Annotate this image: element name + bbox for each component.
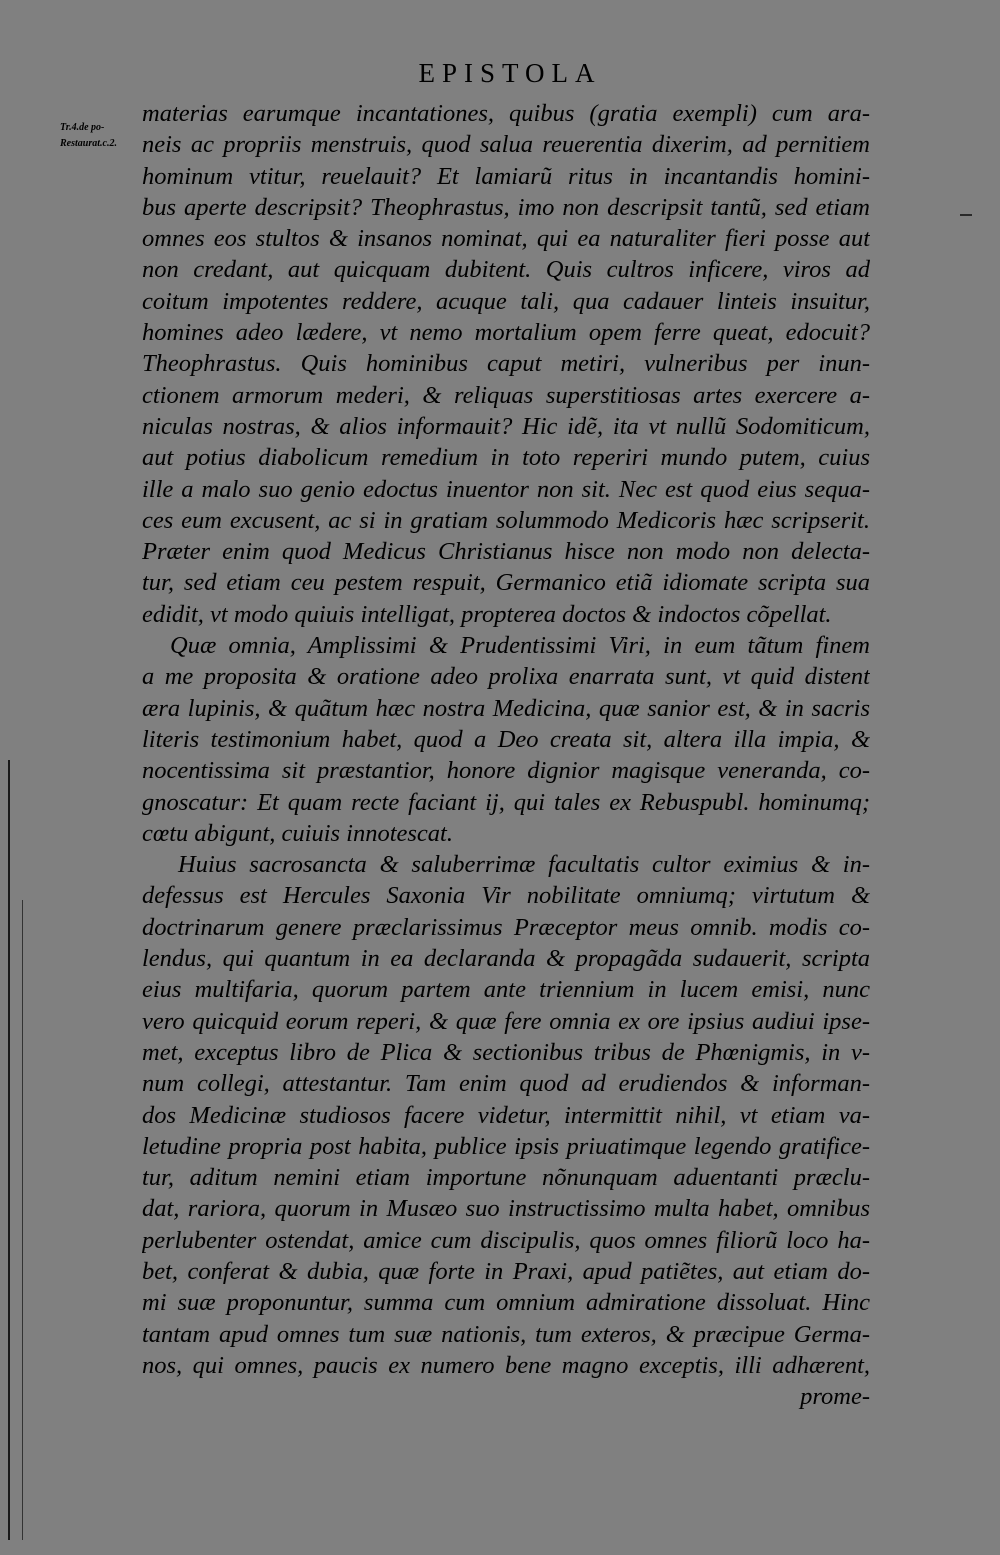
marginal-note-line: Restaurat.c.2. <box>60 138 117 149</box>
text-line: letudine propria post habita, publice ipsis priuatimque legendo gratifice- <box>142 1132 870 1160</box>
text-line: hominum vtitur, reuelauit? Et lamiarũ ritus in incantandis homini- <box>142 162 870 190</box>
text-line: tantam apud omnes tum suæ nationis, tum exteros, & præcipue Germa- <box>142 1320 870 1348</box>
text-line: gnoscatur: Et quam recte faciant ij, qui tales ex Rebuspubl. hominumq; <box>142 788 870 816</box>
text-line: defessus est Hercules Saxonia Vir nobilitate omniumq; virtutum & <box>142 882 870 910</box>
text-line: coitum impotentes reddere, acuque tali, qua cadauer linteis insuitur, <box>142 287 870 315</box>
text-line: num collegi, attestantur. Tam enim quod ad erudiendos & informan- <box>142 1070 870 1098</box>
text-line: Præter enim quod Medicus Christianus hisce non modo non delecta- <box>142 538 870 566</box>
text-line: bet, conferat & dubia, quæ forte in Praxi, apud patiẽtes, aut etiam do- <box>142 1257 870 1285</box>
text-line: nocentissima sit præstantior, honore dignior magisque veneranda, co- <box>142 757 870 785</box>
text-line: niculas nostras, & alios informauit? Hic idẽ, ita vt nullũ Sodomiticum, <box>142 412 870 440</box>
text-line: homines adeo lædere, vt nemo mortalium opem ferre queat, edocuit? <box>142 319 870 347</box>
text-line: mi suæ proponuntur, summa cum omnium admiratione dissoluat. Hinc <box>142 1289 870 1317</box>
text-line: a me proposita & oratione adeo prolixa enarrata sunt, vt quid distent <box>142 663 870 691</box>
text-line: aut potius diabolicum remedium in toto reperiri mundo putem, cuius <box>142 444 870 472</box>
text-line: edidit, vt modo quiuis intelligat, propterea doctos & indoctos cõpellat. <box>142 600 832 628</box>
paragraph <box>142 630 870 849</box>
text-line: non credant, aut quicquam dubitent. Quis cultros inficere, viros ad <box>142 256 870 284</box>
text-line: Huius sacrosancta & saluberrimæ facultatis cultor eximius & in- <box>178 851 870 879</box>
text-line: ille a malo suo genio edoctus inuentor non sit. Nec est quod eius sequa- <box>142 475 870 503</box>
text-line: tur, sed etiam ceu pestem respuit, Germanico etiã idiomate scripta sua <box>142 569 870 597</box>
scan-edge-mark <box>960 214 972 216</box>
text-line: omnes eos stultos & insanos nominat, qui ea naturaliter fieri posse aut <box>142 225 870 253</box>
text-line: eius multifaria, quorum partem ante triennium in lucem emisi, nunc <box>142 976 870 1004</box>
scan-edge-line <box>8 760 10 1540</box>
text-line: Theophrastus. Quis hominibus caput metiri, vulneribus per inun- <box>142 350 870 378</box>
text-line: lendus, qui quantum in ea declaranda & propagãda sudauerit, scripta <box>142 945 870 973</box>
text-line: materias earumque incantationes, quibus (gratia exempli) cum ara- <box>142 100 870 127</box>
text-line: perlubenter ostendat, amice cum discipulis, quos omnes filiorũ loco ha- <box>142 1226 870 1254</box>
text-line: literis testimonium habet, quod a Deo creata sit, altera illa impia, & <box>142 725 870 753</box>
text-line: dos Medicinæ studiosos facere videtur, intermittit nihil, vt etiam va- <box>142 1101 870 1129</box>
text-line: doctrinarum genere præclarissimus Præceptor meus omnib. modis co- <box>142 913 870 941</box>
text-line: dat, rariora, quorum in Musæo suo instructissimo multa habet, omnibus <box>142 1195 870 1223</box>
text-line: ces eum excusent, ac si in gratiam solummodo Medicoris hæc scripserit. <box>142 506 870 534</box>
body-text <box>142 98 870 1412</box>
text-line: ctionem armorum mederi, & reliquas superstitiosas artes exercere a- <box>142 381 870 409</box>
scan-edge-line <box>22 900 23 1540</box>
marginal-note-line: Tr.4.de po- <box>60 122 105 133</box>
paragraph <box>142 98 870 630</box>
text-line: nos, qui omnes, paucis ex numero bene magno exceptis, illi adhærent, <box>142 1351 870 1379</box>
text-line: tur, aditum nemini etiam importune nõnunquam aduentanti præclu- <box>142 1164 870 1192</box>
catchword: prome- <box>800 1383 870 1411</box>
marginal-note <box>60 120 117 152</box>
text-line: neis ac propriis menstruis, quod salua reuerentia dixerim, ad pernitiem <box>142 131 870 159</box>
text-line: bus aperte descripsit? Theophrastus, imo non descripsit tantũ, sed etiam <box>142 193 870 221</box>
paragraph <box>142 849 870 1381</box>
text-line: Quæ omnia, Amplissimi & Prudentissimi Viri, in eum tãtum finem <box>170 632 870 660</box>
text-line: met, exceptus libro de Plica & sectionibus tribus de Phœnigmis, in v- <box>142 1038 870 1066</box>
text-line: vero quicquid eorum reperi, & quæ fere omnia ex ore ipsius audiui ipse- <box>142 1007 870 1035</box>
text-line: æra lupinis, & quãtum hæc nostra Medicina, quæ sanior est, & in sacris <box>142 694 870 722</box>
running-head: EPISTOLA <box>418 58 602 88</box>
text-line: cœtu abigunt, cuiuis innotescat. <box>142 819 453 847</box>
